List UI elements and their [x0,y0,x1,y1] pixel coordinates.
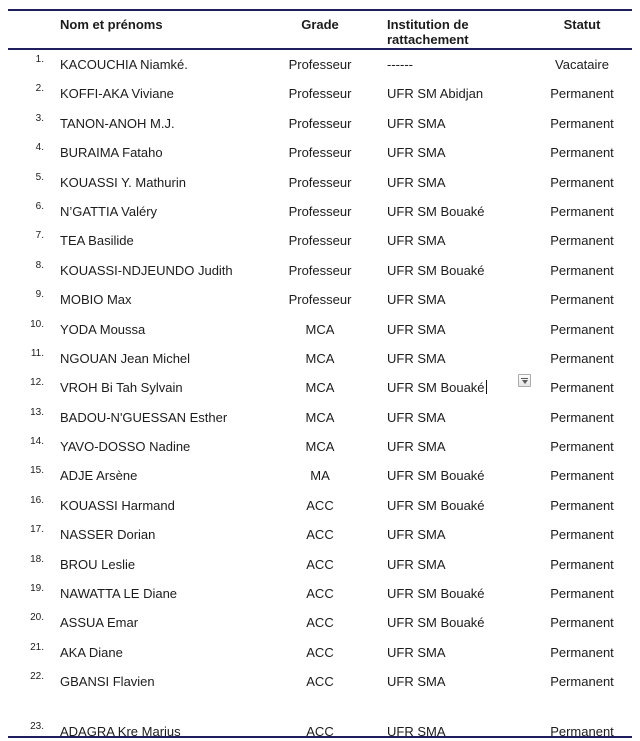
name-cell: TANON-ANOH M.J. [60,115,175,131]
grade-cell: Professeur [288,115,352,131]
grade-cell: Professeur [288,292,352,308]
table-row [8,608,632,637]
row-number: 14. [30,436,44,448]
grade-cell: Professeur [288,86,352,102]
grade-cell: Professeur [288,145,352,161]
table-row [8,256,632,285]
row-number: 13. [30,406,44,418]
institution-cell: UFR SM Bouaké [387,262,485,278]
grade-cell: ACC [306,556,334,572]
grade-cell: MCA [305,439,335,455]
grade-cell: MCA [305,380,335,396]
status-cell: Permanent [550,439,614,455]
table-row [8,432,632,461]
status-cell: Permanent [550,615,614,631]
row-number: 17. [30,524,44,536]
status-cell: Permanent [550,321,614,337]
name-cell: ADAGRA Kre Marius [60,723,181,739]
grade-cell: Professeur [288,174,352,190]
grade-cell: MA [310,468,330,484]
status-cell: Permanent [550,262,614,278]
grade-cell: Professeur [288,233,352,249]
status-cell: Vacataire [555,57,609,72]
empty-row-spacer [8,697,632,717]
name-cell: KOUASSI Y. Mathurin [60,174,186,190]
status-cell: Permanent [550,145,614,161]
institution-cell: UFR SMA [387,233,446,249]
status-cell: Permanent [550,233,614,249]
institution-cell: UFR SMA [387,527,446,543]
institution-cell: UFR SM Bouaké [387,380,485,396]
row-number: 1. [35,54,44,65]
header-number-column [8,14,60,47]
name-cell: KOUASSI Harmand [60,497,175,513]
status-cell: Permanent [550,468,614,484]
row-number: 16. [30,494,44,506]
autocomplete-options-button[interactable] [518,374,531,387]
table-row [8,667,632,696]
table-row [8,403,632,432]
header-name: Nom et prénoms [60,17,163,32]
table-row [8,168,632,197]
institution-cell: UFR SMA [387,674,446,690]
grade-cell: MCA [305,350,335,366]
table-row [8,79,632,108]
institution-cell: UFR SMA [387,723,446,739]
table-row [8,50,632,79]
name-cell: KOFFI-AKA Viviane [60,86,174,102]
status-cell: Permanent [550,527,614,543]
name-cell: GBANSI Flavien [60,674,155,690]
header-grade: Grade [301,17,339,32]
name-cell: N’GATTIA Valéry [60,203,158,219]
row-number: 19. [30,583,44,595]
table-row [8,197,632,226]
status-cell: Permanent [550,174,614,190]
status-cell: Permanent [550,497,614,513]
status-cell: Permanent [550,292,614,308]
table-row [8,491,632,520]
row-number: 2. [35,83,44,95]
row-number: 23. [30,720,44,732]
table-row [8,373,632,402]
grade-cell: ACC [306,644,334,660]
name-cell: BADOU-N'GUESSAN Esther [60,409,228,425]
name-cell: AKA Diane [60,644,123,660]
grade-cell: ACC [306,674,334,690]
table-row [8,109,632,138]
grade-cell: ACC [306,497,334,513]
row-number: 5. [35,171,44,183]
name-cell: ADJE Arsène [60,468,138,484]
table-body [8,50,632,739]
row-number: 8. [35,259,44,271]
header-statut: Statut [563,17,601,32]
row-number: 3. [35,112,44,124]
institution-cell: UFR SMA [387,556,446,572]
status-cell: Permanent [550,203,614,219]
institution-cell: UFR SMA [387,439,446,455]
name-cell: BROU Leslie [60,556,136,572]
status-cell: Permanent [550,586,614,602]
row-number: 21. [30,641,44,653]
row-number: 20. [30,612,44,624]
table-row [8,461,632,490]
table-row [8,344,632,373]
table-row [8,285,632,314]
table-row [8,579,632,608]
status-cell: Permanent [550,674,614,690]
name-cell: YAVO-DOSSO Nadine [60,439,191,455]
institution-cell: UFR SM Bouaké [387,615,485,631]
row-number: 10. [30,318,44,330]
status-cell: Permanent [550,556,614,572]
text-cursor [486,380,487,394]
institution-cell: UFR SMA [387,115,446,131]
name-cell: NASSER Dorian [60,527,156,543]
grade-cell: Professeur [288,57,352,72]
status-cell: Permanent [550,86,614,102]
header-institution: Institution de rattachement [387,17,469,47]
grade-cell: ACC [306,723,334,739]
grade-cell: ACC [306,586,334,602]
name-cell: TEA Basilide [60,233,134,249]
dropdown-arrow-icon [521,378,528,384]
name-cell: NGOUAN Jean Michel [60,350,191,366]
row-number: 6. [35,200,44,212]
grade-cell: ACC [306,615,334,631]
row-number: 15. [30,465,44,477]
status-cell: Permanent [550,115,614,131]
table-row [8,717,632,739]
name-cell: KOUASSI-NDJEUNDO Judith [60,262,233,278]
row-number: 12. [30,377,44,389]
institution-cell: UFR SM Bouaké [387,586,485,602]
status-cell: Permanent [550,380,614,396]
name-cell: ASSUA Emar [60,615,139,631]
table-row [8,550,632,579]
grade-cell: ACC [306,527,334,543]
row-number: 7. [35,230,44,242]
grade-cell: MCA [305,409,335,425]
institution-cell: UFR SMA [387,409,446,425]
grade-cell: MCA [305,321,335,337]
table-row [8,638,632,667]
name-cell: BURAIMA Fataho [60,145,163,161]
institution-cell: UFR SM Bouaké [387,497,485,513]
institution-cell: UFR SMA [387,174,446,190]
institution-cell: UFR SM Bouaké [387,203,485,219]
institution-cell: UFR SMA [387,644,446,660]
name-cell: MOBIO Max [60,292,132,308]
institution-cell: UFR SMA [387,321,446,337]
row-number: 4. [35,142,44,154]
status-cell: Permanent [550,409,614,425]
row-number: 11. [30,347,44,359]
status-cell: Permanent [550,644,614,660]
table-row [8,226,632,255]
institution-cell: UFR SMA [387,145,446,161]
institution-cell: ------ [387,57,413,72]
grade-cell: Professeur [288,262,352,278]
staff-table [8,9,632,738]
table-row [8,138,632,167]
grade-cell: Professeur [288,203,352,219]
row-number: 22. [30,671,44,683]
table-row [8,315,632,344]
status-cell: Permanent [550,723,614,739]
row-number: 18. [30,553,44,565]
name-cell: NAWATTA LE Diane [60,586,178,602]
institution-cell: UFR SMA [387,350,446,366]
row-number: 9. [35,289,44,301]
status-cell: Permanent [550,350,614,366]
name-cell: KACOUCHIA Niamké. [60,57,188,72]
name-cell: VROH Bi Tah Sylvain [60,380,183,396]
institution-cell: UFR SM Bouaké [387,468,485,484]
institution-cell: UFR SM Abidjan [387,86,484,102]
table-row [8,520,632,549]
name-cell: YODA Moussa [60,321,146,337]
institution-cell: UFR SMA [387,292,446,308]
table-header-row [8,9,632,50]
